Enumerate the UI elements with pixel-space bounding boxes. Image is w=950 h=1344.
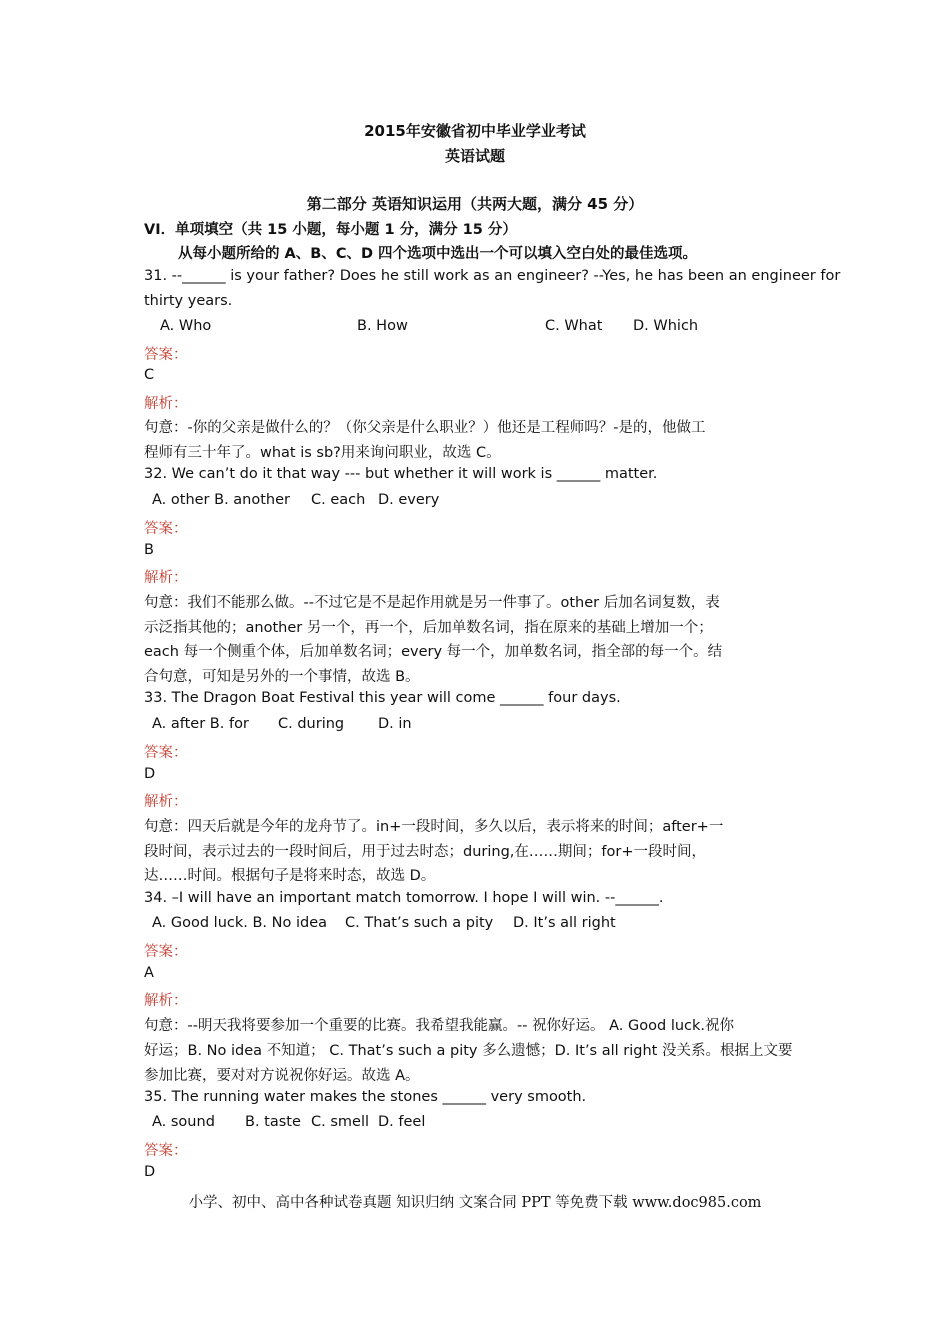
question-31-option-b: B. How xyxy=(357,318,408,334)
question-34-option-ab: A. Good luck. B. No idea xyxy=(152,915,328,931)
question-33-analysis-line3: 达……时间。根据句子是将来时态，故选 D。 xyxy=(144,868,436,884)
question-33-answer: D xyxy=(144,766,156,782)
question-31-stem-line1: 31. --______ is your father? Does he still work as an engineer? --Yes, he has been an engineer for xyxy=(144,268,841,284)
question-34-option-c: C. That’s such a pity xyxy=(345,915,494,931)
question-33-answer-label: 答案： xyxy=(144,745,188,761)
question-35-option-d: D. feel xyxy=(378,1114,426,1130)
question-32-stem: 32. We can’t do it that way --- but whether it will work is ______ matter. xyxy=(144,466,658,482)
question-35-stem: 35. The running water makes the stones ______ very smooth. xyxy=(144,1089,587,1105)
question-32-analysis-line3: each 每一个侧重个体，后加单数名词；every 每一个，加单数名词，指全部的每一个。结 xyxy=(144,644,723,660)
question-31-analysis-line2: 程师有三十年了。what is sb?用来询问职业，故选 C。 xyxy=(144,445,501,461)
question-32-option-c: C. each xyxy=(311,492,366,508)
question-31-option-c: C. What xyxy=(545,318,603,334)
question-34-analysis-label: 解析： xyxy=(144,993,188,1009)
question-35-option-b: B. taste xyxy=(245,1114,301,1130)
question-34-answer: A xyxy=(144,965,154,981)
question-31-stem-line2: thirty years. xyxy=(144,293,233,309)
question-31-option-d: D. Which xyxy=(633,318,699,334)
question-35-option-a: A. sound xyxy=(152,1114,215,1130)
question-35-option-c: C. smell xyxy=(311,1114,369,1130)
question-31-option-a: A. Who xyxy=(160,318,212,334)
question-34-option-d: D. It’s all right xyxy=(513,915,616,931)
question-32-option-d: D. every xyxy=(378,492,440,508)
question-34-analysis-line1: 句意：--明天我将要参加一个重要的比赛。我希望我能赢。-- 祝你好运。 A. Good luck.祝你 xyxy=(144,1018,735,1034)
question-32-answer: B xyxy=(144,542,154,558)
question-32-answer-label: 答案： xyxy=(144,521,188,537)
question-33-analysis-label: 解析： xyxy=(144,794,188,810)
question-33-analysis-line1: 句意：四天后就是今年的龙舟节了。in+一段时间，多久以后，表示将来的时间；after+一 xyxy=(144,819,724,835)
question-32-analysis-line4: 合句意，可知是另外的一个事情，故选 B。 xyxy=(144,669,420,685)
question-33-option-c: C. during xyxy=(278,716,345,732)
question-34-answer-label: 答案： xyxy=(144,944,188,960)
question-32-analysis-label: 解析： xyxy=(144,570,188,586)
exam-title: 2015年安徽省初中毕业学业考试 xyxy=(364,122,586,140)
question-33-stem: 33. The Dragon Boat Festival this year will come ______ four days. xyxy=(144,690,621,706)
question-35-answer-label: 答案： xyxy=(144,1143,188,1159)
question-33-analysis-line2: 段时间，表示过去的一段时间后，用于过去时态；during,在……期间；for+一段时间， xyxy=(144,844,706,860)
exam-subtitle: 英语试题 xyxy=(444,147,505,165)
page-footer: 小学、初中、高中各种试卷真题 知识归纳 文案合同 PPT 等免费下载 www.doc985.com xyxy=(188,1195,762,1211)
section-heading: VI．单项填空（共 15 小题，每小题 1 分，满分 15 分） xyxy=(144,222,517,238)
question-31-analysis-line1: 句意：-你的父亲是做什么的？（你父亲是什么职业？）他还是工程师吗？-是的，他做工 xyxy=(144,420,706,436)
question-32-option-ab: A. other B. another xyxy=(152,492,290,508)
question-32-analysis-line2: 示泛指其他的；another 另一个，再一个，后加单数名词，指在原来的基础上增加一个； xyxy=(144,620,713,636)
question-31-answer-label: 答案： xyxy=(144,347,188,363)
part-heading: 第二部分 英语知识运用（共两大题，满分 45 分） xyxy=(306,195,644,213)
question-33-option-d: D. in xyxy=(378,716,412,732)
question-31-analysis-label: 解析： xyxy=(144,396,188,412)
question-35-answer: D xyxy=(144,1164,156,1180)
question-33-option-ab: A. after B. for xyxy=(152,716,249,732)
question-34-analysis-line2: 好运；B. No idea 不知道； C. That’s such a pity 多么遗憾；D. It’s all right 没关系。根据上文要 xyxy=(144,1043,793,1059)
question-34-analysis-line3: 参加比赛，要对对方说祝你好运。故选 A。 xyxy=(144,1068,420,1084)
question-34-stem: 34. –I will have an important match tomorrow. I hope I will win. --______. xyxy=(144,890,664,906)
question-32-analysis-line1: 句意：我们不能那么做。--不过它是不是起作用就是另一件事了。other 后加名词复数，表 xyxy=(144,595,720,611)
question-31-answer: C xyxy=(144,367,155,383)
section-instruction: 从每小题所给的 A、B、C、D 四个选项中选出一个可以填入空白处的最佳选项。 xyxy=(178,246,698,262)
